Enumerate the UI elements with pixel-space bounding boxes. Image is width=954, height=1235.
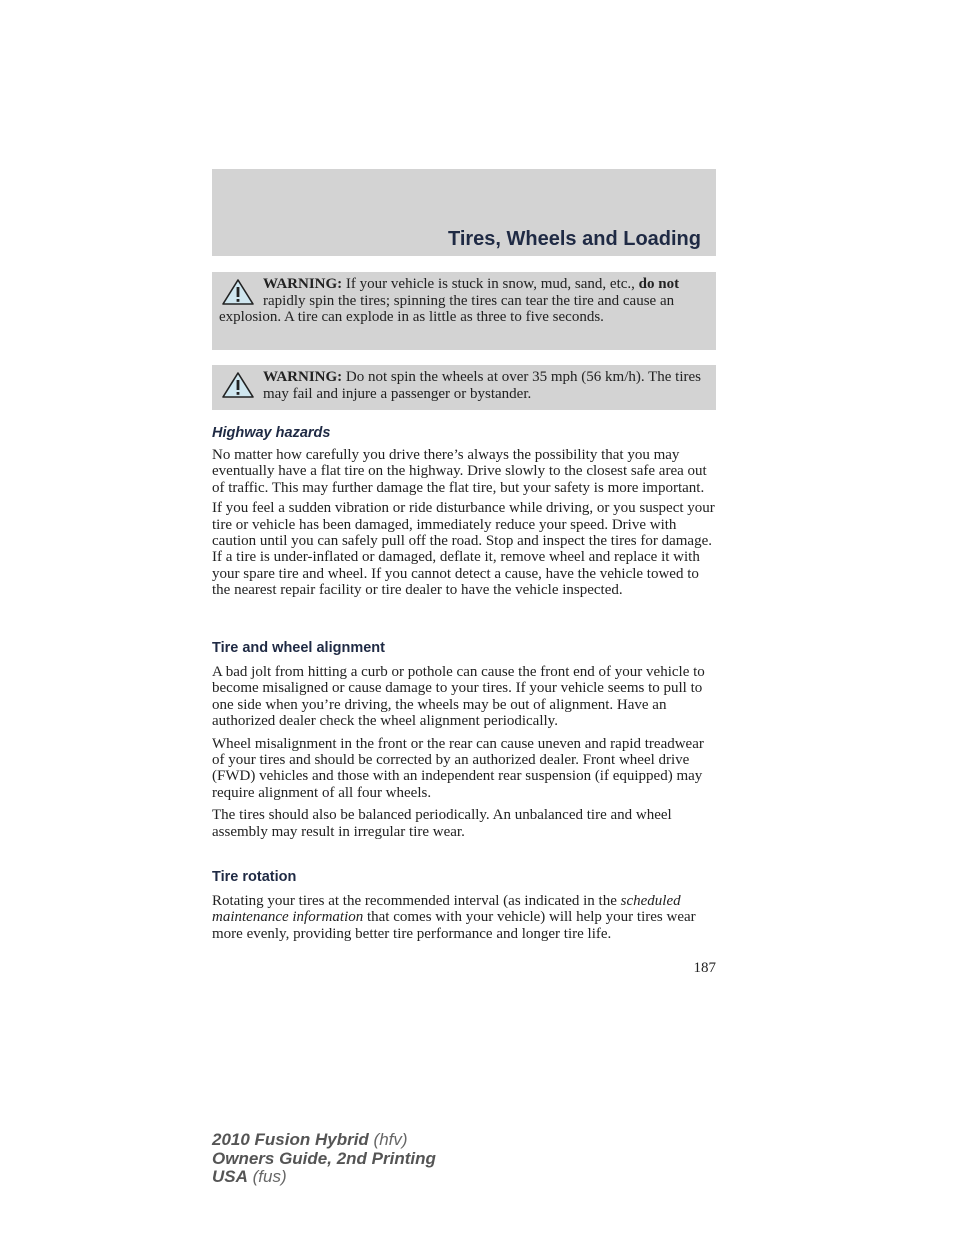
chapter-header-band: [212, 169, 716, 256]
footer-line-1: [212, 1131, 436, 1150]
footer-region-code: (fus): [247, 1167, 287, 1186]
warning-box-1: [212, 272, 716, 350]
paragraph: No matter how carefully you drive there’s always the possibility that you may eventually have a flat tire on the highway. Drive slowly to the closest safe area out of traffic. This may further damage the flat tire, but your safety is more important.: [212, 447, 707, 496]
paragraph: The tires should also be balanced periodically. An unbalanced tire and wheel assembly may result in irregular tire wear.: [212, 807, 672, 840]
paragraph: If you feel a sudden vibration or ride disturbance while driving, or you suspect your tire or vehicle has been damaged, immediately reduce your speed. Drive with caution until you can safely pull off the road. Stop and inspect the tires for damage. If a tire is under-inflated or damaged, deflate it, remove wheel and replace it with your spare tire and wheel. If you cannot detect a cause, have the vehicle towed to the nearest repair facility or tire dealer to have the vehicle inspected.: [212, 500, 715, 599]
warning-triangle-icon: [221, 278, 255, 306]
warning-triangle-icon: [221, 371, 255, 399]
paragraph: [212, 893, 716, 942]
chapter-title: Tires, Wheels and Loading: [447, 228, 701, 250]
text-run: that comes with your vehicle) will help your tires wear more evenly, providing better tire performance and longer tire life.: [212, 909, 696, 942]
section-heading-highway: Highway hazards: [212, 425, 331, 441]
warning-text: If your vehicle is stuck in snow, mud, sand, etc.,: [342, 276, 639, 292]
italic-reference: scheduled maintenance information: [212, 893, 681, 926]
warning-emphasis: do not: [638, 276, 680, 292]
section-alignment-body: [212, 664, 716, 840]
warning-text: Do not spin the wheels at over 35 mph (56 km/h). The tires may fail and injure a passenger or bystander.: [263, 369, 701, 402]
paragraph: Wheel misalignment in the front or the rear can cause uneven and rapid treadwear of your tires and should be corrected by an authorized dealer. Front wheel drive (FWD) vehicles and those with an independent rear suspension (if equipped) may require alignment of all four wheels.: [212, 735, 704, 801]
section-heading-alignment: Tire and wheel alignment: [212, 640, 385, 656]
footer-line-2: [212, 1150, 436, 1169]
section-rotation-body: [212, 893, 716, 942]
warning-label: WARNING:: [263, 369, 343, 385]
warning-box-2: [212, 365, 716, 410]
page-number: 187: [693, 960, 716, 976]
footer-code: (hfv): [368, 1130, 408, 1149]
footer-region: USA: [212, 1167, 248, 1186]
footer-line-3: [212, 1168, 436, 1187]
text-run: Rotating your tires at the recommended interval (as indicated in the: [212, 893, 621, 909]
footer-model: 2010 Fusion Hybrid: [212, 1130, 369, 1149]
section-highway-body: [212, 447, 716, 599]
warning-label: WARNING:: [263, 276, 343, 292]
footer-guide: Owners Guide, 2nd Printing: [212, 1148, 436, 1168]
paragraph: A bad jolt from hitting a curb or pothole can cause the front end of your vehicle to become misaligned or cause damage to your tires. If your vehicle seems to pull to one side when you’re driving, the wheels may be out of alignment. Have an authorized dealer check the wheel alignment periodically.: [212, 664, 705, 730]
section-heading-rotation: Tire rotation: [212, 869, 297, 885]
document-footer: [212, 1131, 436, 1187]
warning-text-cont: rapidly spin the tires; spinning the tires can tear the tire and cause an explosion. A tire can explode in as little as three to five seconds.: [219, 292, 675, 325]
